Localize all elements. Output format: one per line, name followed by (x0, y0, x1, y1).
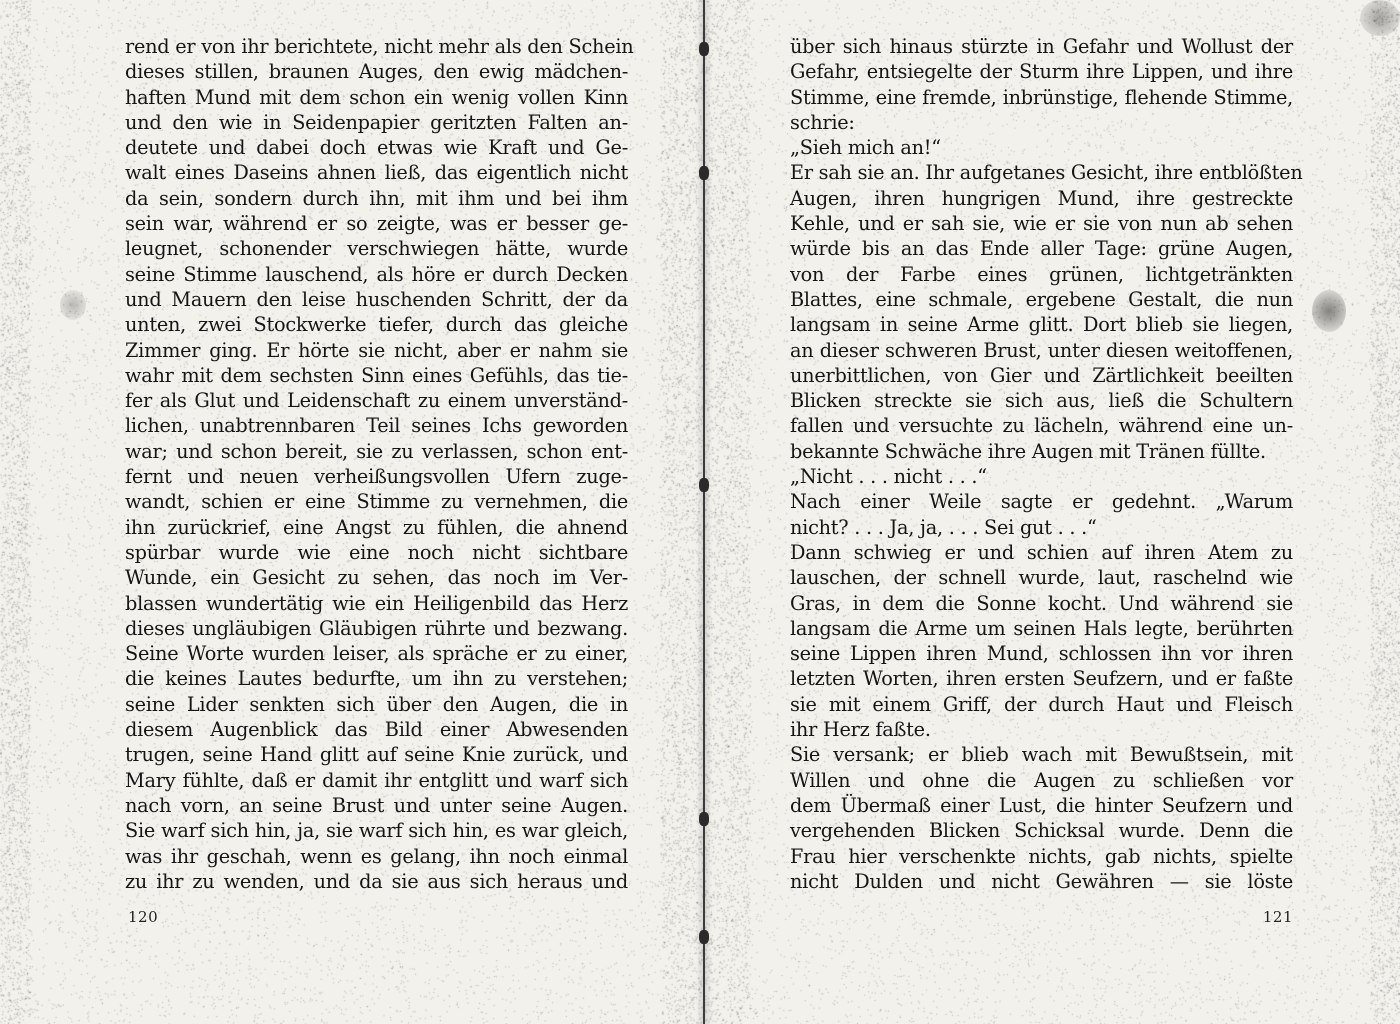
text-line: sie mit einem Griff, der durch Haut und Fleisch (790, 692, 1293, 716)
text-line: unerbittlichen, von Gier und Zärtlichkeit beeilten (790, 363, 1293, 387)
text-line: letzten Worten, ihren ersten Seufzern, und er faßte (790, 667, 1293, 691)
text-line: wandt, schien er eine Stimme zu vernehmen, die (125, 490, 628, 514)
text-line: da sein, sondern durch ihn, mit ihm und bei ihm (125, 186, 628, 210)
text-line: schrie: (790, 110, 855, 134)
text-line: bekannte Schwäche ihre Augen mit Tränen füllte. (790, 439, 1266, 463)
text-line: Seine Worte wurden leiser, als spräche er zu einer, (125, 642, 628, 666)
text-line: nach vorn, an seine Brust und unter seine Augen. (125, 793, 628, 817)
right-page-text (790, 34, 1303, 894)
text-line: von der Farbe eines grünen, lichtgetränkten (790, 262, 1293, 286)
text-line: diesem Augenblick das Bild einer Abwesenden (125, 718, 628, 742)
scan-smudge (1312, 290, 1346, 332)
text-line: fernt und neuen verheißungsvollen Ufern zuge- (125, 465, 628, 489)
text-line: fallen und versuchte zu lächeln, während eine un- (790, 414, 1293, 438)
text-line: dieses ungläubigen Gläubigen rührte und bezwang. (125, 616, 628, 640)
text-line: unten, zwei Stockwerke tiefer, durch das gleiche (125, 313, 628, 337)
text-line: Wunde, ein Gesicht zu sehen, das noch im Ver- (125, 566, 628, 590)
text-line: war; und schon bereit, sie zu verlassen, schon ent- (125, 439, 628, 463)
text-line: seine Lider senkten sich über den Augen, die in (125, 692, 628, 716)
text-line: vergehenden Blicken Schicksal wurde. Denn die (790, 819, 1293, 843)
text-line: dem Übermaß einer Lust, die hinter Seufzern und (790, 793, 1293, 817)
text-line: deutete und dabei doch etwas wie Kraft und Ge- (125, 136, 628, 160)
text-line: die keines Lautes bedurfte, um ihn zu verstehen; (125, 667, 628, 691)
text-line: langsam in seine Arme glitt. Dort blieb sie liegen, (790, 313, 1293, 337)
text-line: lichen, unabtrennbaren Teil seines Ichs geworden (125, 414, 628, 438)
text-line: Sie warf sich hin, ja, sie warf sich hin, es war gleich, (125, 819, 628, 843)
text-line: und Mauern den leise huschenden Schritt, der da (125, 287, 628, 311)
text-line: Er sah sie an. Ihr aufgetanes Gesicht, ihre entblößten (790, 161, 1303, 185)
text-line: sein war, während er so zeigte, was er besser ge- (125, 212, 628, 236)
text-line: haften Mund mit dem schon ein wenig vollen Kinn (125, 85, 628, 109)
text-line: wahr mit dem sechsten Sinn eines Gefühls, das tie- (125, 363, 628, 387)
text-line: trugen, seine Hand glitt auf seine Knie zurück, und (125, 743, 628, 767)
scan-smudge (60, 290, 86, 320)
text-line: Stimme, eine fremde, inbrünstige, flehende Stimme, (790, 85, 1293, 109)
text-line: ihr Herz faßte. (790, 718, 931, 742)
right-page-number: 121 (1262, 908, 1293, 926)
scan-smudge (1360, 0, 1400, 36)
text-line: seine Stimme lauschend, als höre er durch Decken (125, 262, 628, 286)
left-page-number: 120 (128, 908, 159, 926)
text-line: Gefahr, entsiegelte der Sturm ihre Lippen, und ihre (790, 60, 1293, 84)
text-line: Nach einer Weile sagte er gedehnt. „Warum (790, 490, 1293, 514)
text-line: würde bis an das Ende aller Tage: grüne Augen, (790, 237, 1293, 261)
text-line: seine Lippen ihren Mund, schlossen ihn vor ihren (790, 642, 1293, 666)
text-line: Blicken streckte sie sich aus, ließ die Schultern (790, 389, 1293, 413)
text-line: Mary fühlte, daß er damit ihr entglitt und warf sich (125, 768, 628, 792)
text-line: an dieser schweren Brust, unter diesen weitoffenen, (790, 338, 1293, 362)
text-line: fer als Glut und Leidenschaft zu einem unverständ- (125, 389, 628, 413)
text-line: Blattes, eine schmale, ergebene Gestalt, die nun (790, 287, 1293, 311)
text-line: nicht? . . . Ja, ja, . . . Sei gut . . .“ (790, 515, 1097, 539)
text-line: ihn zurückrief, eine Angst zu fühlen, die ahnend (125, 515, 628, 539)
text-line: blassen wundertätig wie ein Heiligenbild das Herz (125, 591, 628, 615)
text-line: dieses stillen, braunen Auges, den ewig mädchen- (125, 60, 628, 84)
text-line: walt eines Daseins ahnen ließ, das eigentlich nicht (125, 161, 628, 185)
text-line: und den wie in Seidenpapier geritzten Falten an- (125, 110, 628, 134)
text-line: rend er von ihr berichtete, nicht mehr als den Schein (125, 35, 634, 58)
text-line: Sie versank; er blieb wach mit Bewußtsein, mit (790, 743, 1293, 767)
right-page (700, 0, 1400, 1024)
text-line: „Nicht . . . nicht . . .“ (790, 465, 987, 489)
text-line: „Sieh mich an!“ (790, 136, 941, 160)
text-line: was ihr geschah, wenn es gelang, ihn noch einmal (125, 844, 628, 868)
text-line: Gras, in dem die Sonne kocht. Und während sie (790, 591, 1293, 615)
text-line: über sich hinaus stürzte in Gefahr und Wollust der (790, 35, 1293, 58)
text-line: langsam die Arme um seinen Hals legte, berührten (790, 616, 1293, 640)
text-line: spürbar wurde wie eine noch nicht sichtbare (125, 540, 628, 564)
text-line: Dann schwieg er und schien auf ihren Atem zu (790, 540, 1293, 564)
left-page-text (125, 34, 634, 894)
text-line: zu ihr zu wenden, und da sie aus sich heraus und (125, 869, 628, 893)
text-line: Frau hier verschenkte nichts, gab nichts, spielte (790, 844, 1293, 868)
text-line: Willen und ohne die Augen zu schließen vor (790, 768, 1293, 792)
text-line: nicht Dulden und nicht Gewähren — sie löste (790, 869, 1293, 893)
text-line: Kehle, und er sah sie, wie er sie von nun ab sehen (790, 212, 1293, 236)
text-line: Zimmer ging. Er hörte sie nicht, aber er nahm sie (125, 338, 628, 362)
text-line: Augen, ihren hungrigen Mund, ihre gestreckte (790, 186, 1293, 210)
text-line: lauschen, der schnell wurde, laut, raschelnd wie (790, 566, 1293, 590)
text-line: leugnet, schonender verschwiegen hätte, wurde (125, 237, 628, 261)
